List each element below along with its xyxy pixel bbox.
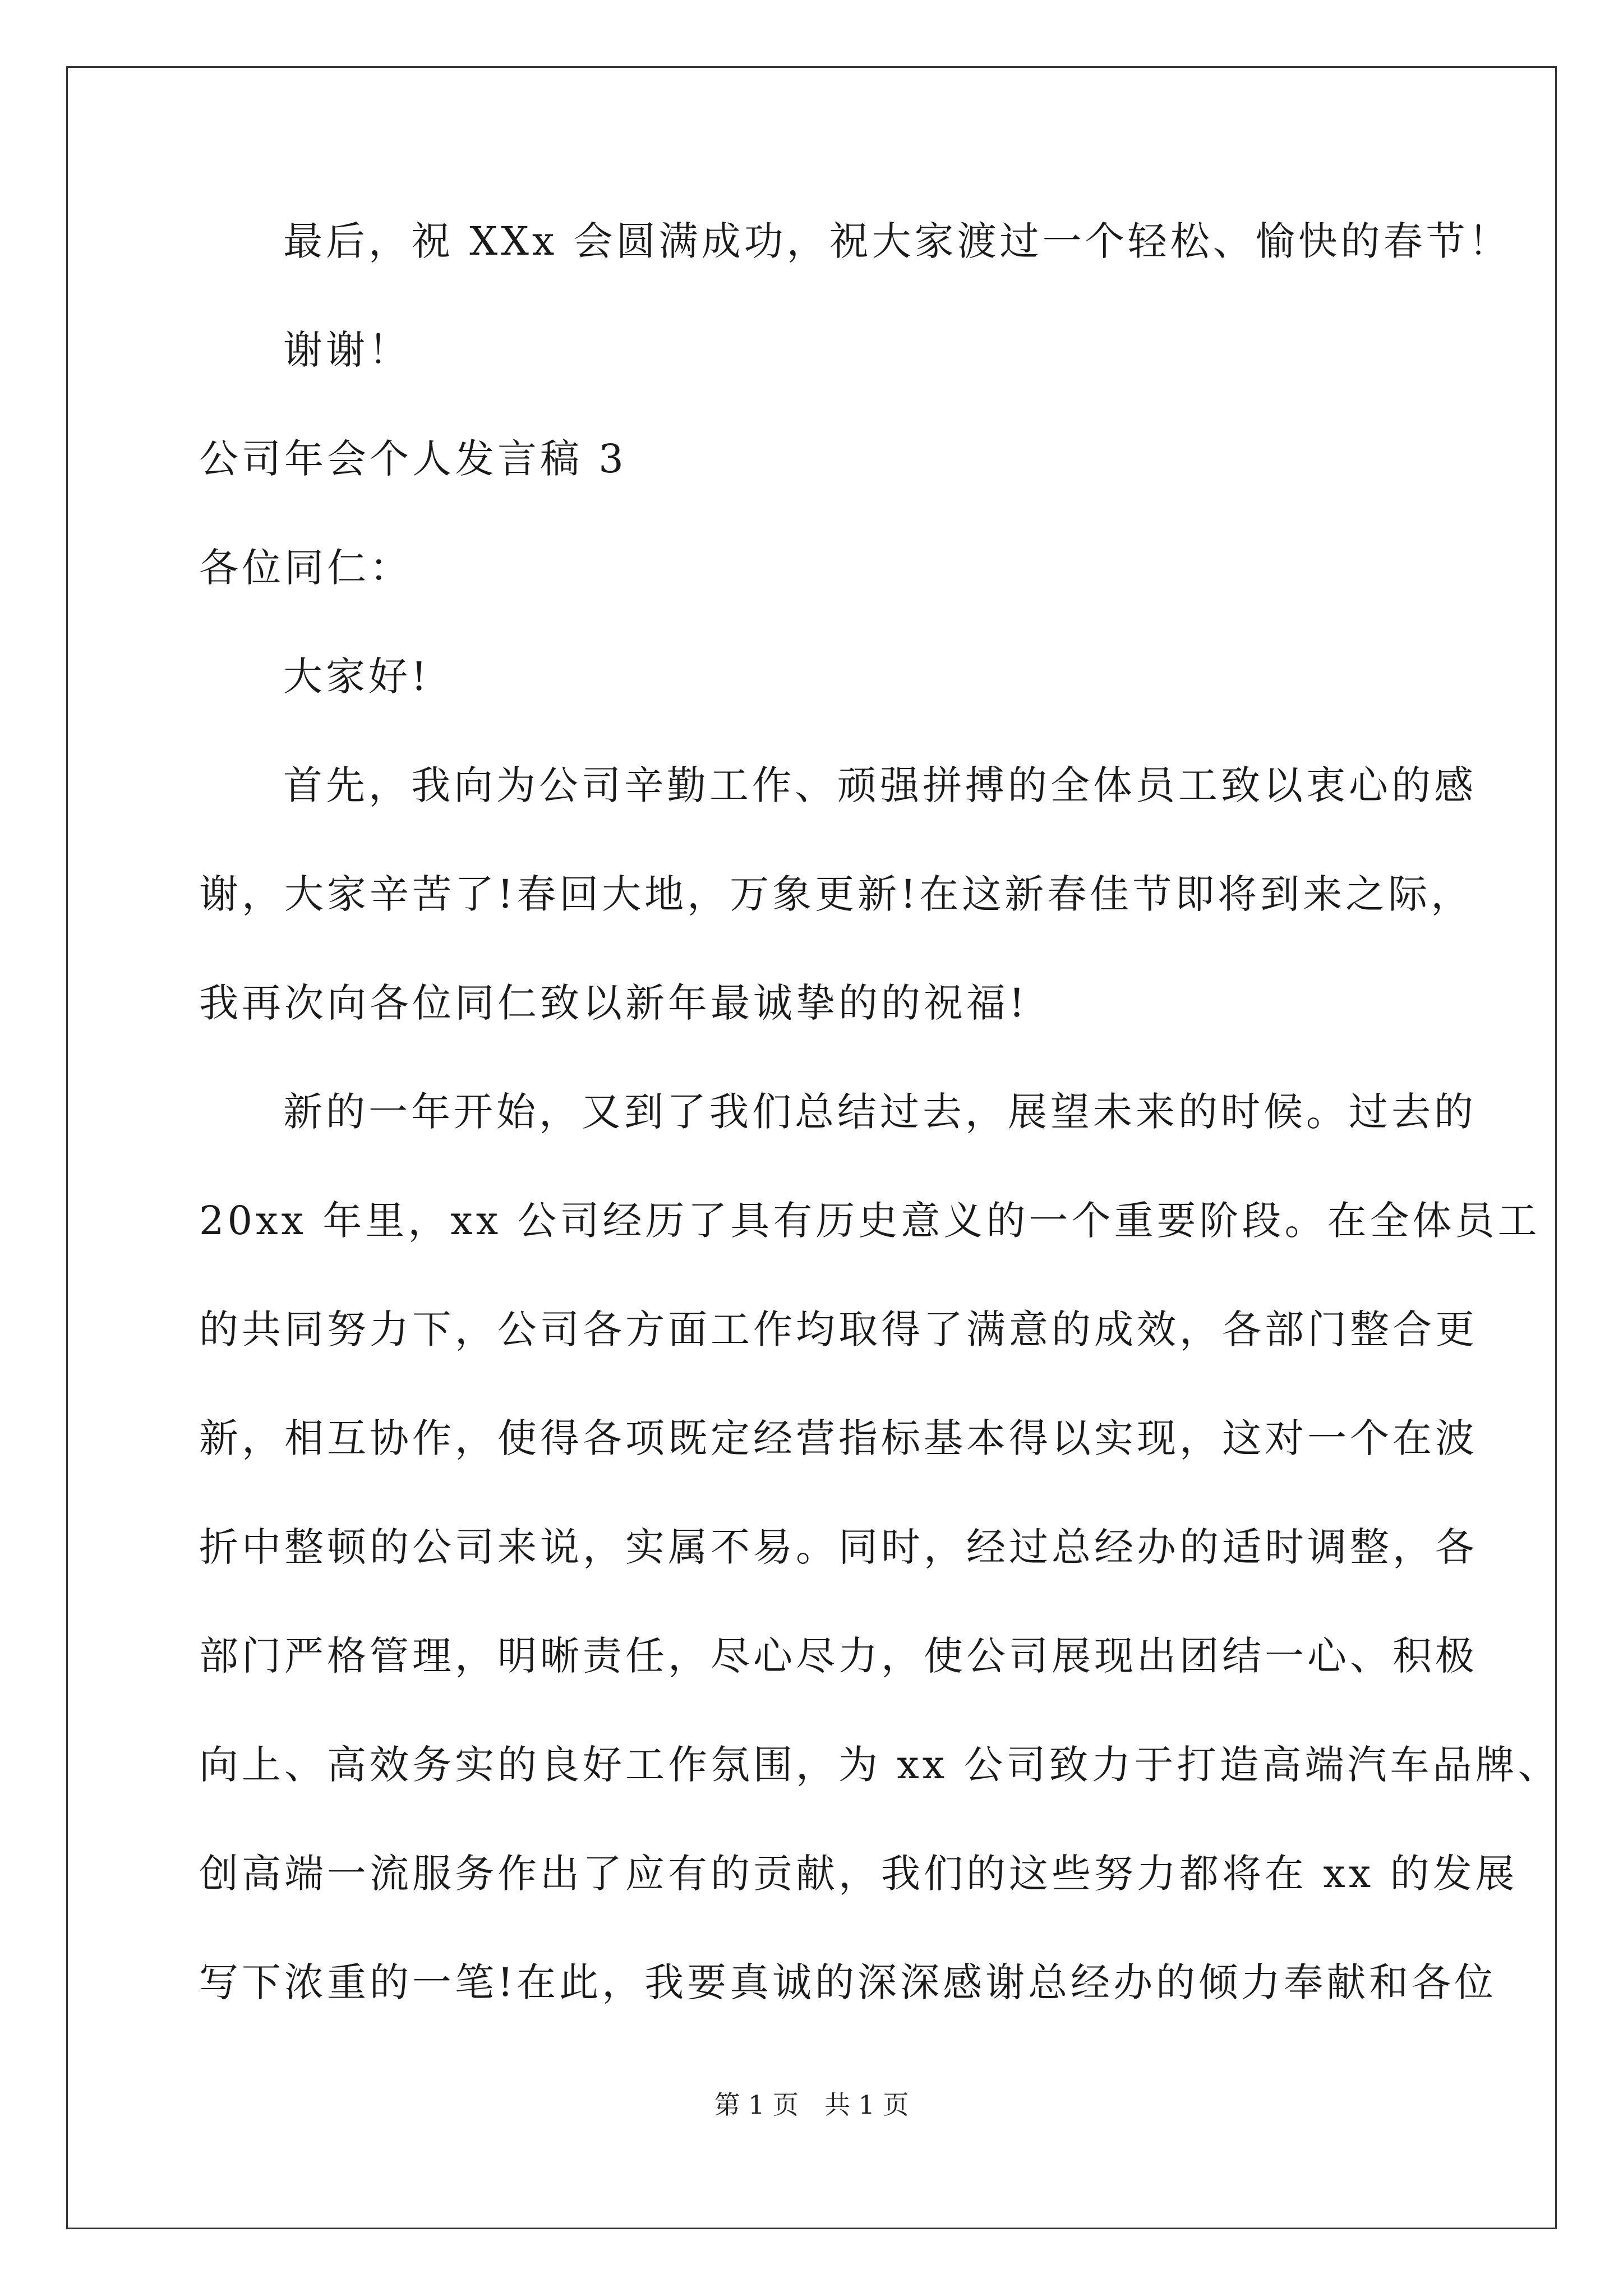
page-frame [66,66,1557,2229]
paragraph-line: 首先，我向为公司辛勤工作、顽强拼搏的全体员工致以衷心的感 [283,762,1477,808]
paragraph-line: 新的一年开始，又到了我们总结过去，展望未来的时候。过去的 [283,1089,1477,1135]
paragraph-line: 谢，大家辛苦了!春回大地，万象更新!在这新春佳节即将到来之际， [199,871,1474,917]
paragraph-line: 折中整顿的公司来说，实属不易。同时，经过总经办的适时调整，各 [199,1524,1478,1570]
paragraph-line: 最后，祝 XXx 会圆满成功，祝大家渡过一个轻松、愉快的春节！ [283,218,1511,264]
paragraph-line: 向上、高效务实的良好工作氛围，为 xx 公司致力于打造高端汽车品牌、 [199,1742,1561,1788]
paragraph-line: 新，相互协作，使得各项既定经营指标基本得以实现，这对一个在波 [199,1415,1478,1461]
page-number-footer: 第 1 页 共 1 页 [714,2090,909,2120]
paragraph-line: 的共同努力下，公司各方面工作均取得了满意的成效，各部门整合更 [199,1306,1478,1352]
salutation: 各位同仁： [199,545,412,591]
paragraph-line: 20xx 年里，xx 公司经历了具有历史意义的一个重要阶段。在全体员工 [199,1198,1541,1244]
paragraph-line: 大家好! [283,654,431,700]
paragraph-line: 谢谢！ [283,327,411,373]
paragraph-line: 创高端一流服务作出了应有的贡献，我们的这些努力都将在 xx 的发展 [199,1851,1518,1897]
paragraph-line: 写下浓重的一笔!在此，我要真诚的深深感谢总经办的倾力奉献和各位 [199,1959,1497,2005]
paragraph-line: 我再次向各位同仁致以新年最诚挚的的祝福! [199,980,1029,1026]
paragraph-line: 部门严格管理，明晰责任，尽心尽力，使公司展现出团结一心、积极 [199,1633,1478,1679]
section-title: 公司年会个人发言稿 3 [199,436,627,482]
